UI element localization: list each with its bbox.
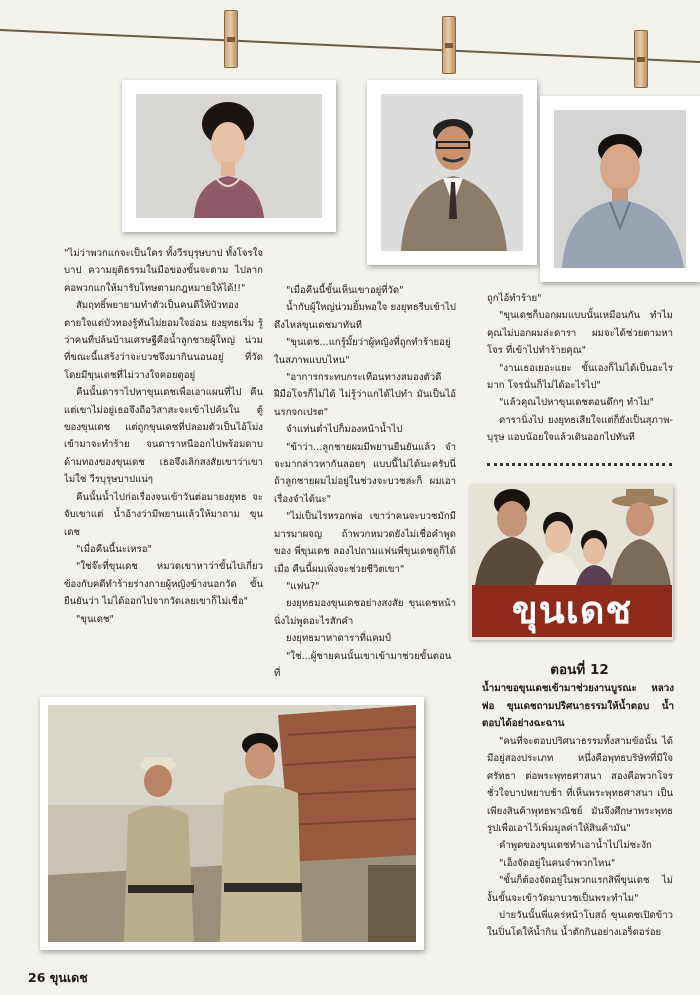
paragraph: "แฟน?" <box>286 580 320 592</box>
clothespin-2 <box>442 16 456 74</box>
paragraph: "แล้วคุณไปหาขุนเดชตอนดึกๆ ทำไม" <box>499 397 655 409</box>
paragraph: "ใช่จ๊ะที่ขุนเดช หมวดเขาหาว่าขั้นไปเกี่ยว ข้องกับคดีทำร้ายร่างกายผู้หญิงข้างนอกวัด ขั้นยืนยันว่า ไม่ได้ออกไปจากวัดเลยเขาก็ไม่เชื่อ" <box>64 561 263 608</box>
drama-poster <box>470 485 673 640</box>
story-column-1 <box>64 245 263 690</box>
cast-photo-actor-glasses <box>367 80 537 265</box>
paragraph: "ข้าว่า...ลูกชายผมมีพยานยืนยันแล้ว จำ จะมากล่าวหากันลอยๆ แบบนี้ไม่ได้นะครับนี่ ถ้าลูกชายผมไม่อยู่ในช่วงจะบวชล่ะก็ ผมเอา เรื่องจำได้นะ" <box>274 441 456 505</box>
paragraph: "อาการกระทบกระเทือนทางสมองตัวดี ฝีมือโจรก็ไม่ได้ ไม่รู้ว่าแกได้ไปทำ มันเป็นไอ้นรกจกเปรต" <box>274 372 456 418</box>
paragraph: "ขุนเดช" <box>76 613 114 625</box>
story-column-3 <box>487 290 673 460</box>
page-folio: 26 ขุนเดช <box>28 970 88 985</box>
paragraph: "ใช่...ผู้ชายคนนั้นเขาเข้ามาช่วยขั้นตอนที่ <box>274 650 452 679</box>
episode-title: ตอนที่ 12 <box>550 662 609 678</box>
paragraph: จำแท่นต่ำไปก็มองหน้าน้ำไป <box>286 424 403 436</box>
paragraph: "ไม่ว่าพวกแกจะเป็นใคร ทั้งวีรบุรุษบาป ทั้งโจรใจบาป ความยุติธรรมในมือของขั้นจะตาม ไปลากคอพวกแกให้มารับโทษตามกฎหมายให้ได้!!" <box>64 248 263 294</box>
paragraph: "ไม่เป็นไรหรอกพ่อ เขาว่าคนจะบวชมักมี มารมาผจญ ถ้าพวกหมวดยังไม่เชื่อคำพูด ของ พี่ขุนเดช ลองไปถามแฟนพี่ขุนเดชดูก็ได้ เมื่อ คืนนี้ผมเพิ่งจะช่วยชีวิตเขา" <box>274 511 456 575</box>
dotted-divider <box>487 463 672 466</box>
paragraph: "ขุนเดชก็บอกผมแบบนั้นเหมือนกัน ทำไม คุณไม่บอกผมล่ะดารา ผมจะได้ช่วยตามหา โจร ที่เข้าไปทำร้ายคุณ" <box>487 310 673 357</box>
cast-photo-actress <box>122 80 336 232</box>
paragraph: "คนที่จะตอบปริศนาธรรมทั้งสามข้อนั้น ได้มีอยู่สองประเภท หนึ่งคือพุทธบริษัทที่มีใจ ศรัทธา ต่อพระพุทธศาสนา สองคือพวกโจร ชั่วใจบาปหยาบช้า ที่เห็นพระพุทธศาสนา เป็น เพียงสินค้าพุทธพาณิชย์ มันจึงศึกษาพระพุทธ รูปเพื่อเอาไว้เพิ่มมูลค่าให้สินค้ามัน" <box>487 736 673 835</box>
paragraph: ยงยุทธมาหาดาราที่แคมป์ <box>286 633 392 645</box>
story-column-2 <box>274 282 456 690</box>
paragraph: บ่ายวันนั้นพี่แคร่หน้าโบสถ์ ขุนเดชเปิดข้าว ในปิ่นโตให้น้ำกิน น้ำตักกินอย่างเอร็ดอร่อย <box>487 910 673 939</box>
clothespin-3 <box>634 30 648 88</box>
clothesline <box>0 24 700 64</box>
paragraph: สัมฤทธิ์พยายามทำตัวเป็นคนดีให้บัวทอง ตายใจแต่บัวทองรู้ทันไม่ยอมใจอ่อน ยงยุทธเริ่ม รู้ว่าคนที่ปล้นบ้านเศรษฐีคือน้ำลูกชายผู้ใหญ่ น่วม ที่ขณะนี้แสร้งว่าจะบวชจึงมากินนอนอยู่ ที่วัด โดยมีขุนเดชที่ไม่วางใจคอยดูอยู่ <box>64 300 263 381</box>
clothespin-1 <box>224 10 238 68</box>
paragraph: คืนนั้นน้ำไปก่อเรื่องจนเข้าวันต่อมายงยุทธ จะจับเขาแต่ น้ำอ้างว่ามีพยานแล้วให้มาถาม ขุนเดช <box>64 491 263 538</box>
paragraph: "ขุนเดช...แกรู้มั้ยว่าผู้หญิงที่ถูกทำร้ายอยู่ ในสภาพแบบไหน" <box>274 337 451 366</box>
paragraph: "ขั้นก็ต้องจัดอยู่ในพวกแรกสิพี่ขุนเดช ไม่ งั้นขั้นจะเข้าวัดมาบวชเป็นพระทำไม" <box>487 875 673 904</box>
paragraph: น้ำกับผู้ใหญ่น่วมยิ้มพอใจ ยงยุทธรีบเข้าไป ดึงไหล่ขุนเดชมาทันที <box>274 302 456 331</box>
poster-title: ขุนเดช <box>472 585 672 637</box>
paragraph: "งานเธอเยอะแยะ ขั้นเองก็ไม่ได้เป็นอะไร มาก โจรนั่นก็ไม่ได้อะไรไป" <box>487 362 673 392</box>
paragraph: ยงยุทธมองขุนเดชอย่างสงสัย ขุนเดชหน้า นิ่งไม่พูดอะไรสักคำ <box>274 598 456 627</box>
paragraph: "เมื่อคืนนี้ขั้นเห็นเขาอยู่ที่วัด" <box>286 285 404 296</box>
paragraph: "เอ็งจัดอยู่ในคนจำพวกไหน" <box>499 857 616 869</box>
cast-photo-lead-actor <box>540 96 700 282</box>
story-column-4 <box>487 733 673 973</box>
paragraph: ถูกไอ้ทำร้าย" <box>487 293 542 304</box>
paragraph: คืนนั้นดาราไปหาขุนเดชเพื่อเอาแผนที่ไป คืน แต่เขาไม่อยู่เธอจึงถือวิสาสะจะเข้าไปค้นใน ตู้ของขุนเดช แต่ถูกขุนเดชที่ปลอมตัวเป็นไอ้โม่ง เข้ามาจะทำร้าย จนดาราหนีออกไปพร้อมดาบ ด้ามทองของขุนเดช เธอจึงเลิกสงสัยเขาว่าเขาไม่ใช่ วีรบุรุษบาปแน่ๆ <box>64 387 263 486</box>
paragraph: "เมื่อคืนนี้นะเหรอ" <box>76 543 152 555</box>
episode-summary: น้ำมาขอขุนเดชเข้ามาช่วยงานบูรณะ หลวงพ่อ ขุนเดชถามปริศนาธรรมให้น้ำตอบ น้ำตอบได้อย่างฉะฉาน <box>482 683 674 730</box>
paragraph: ดารานิ่งไป ยงยุทธเสียใจแต่ก็ยังเป็นสุภาพ- บุรุษ แอบน้อยใจแล้วเดินออกไปทันที <box>487 414 673 444</box>
paragraph: คำพูดของขุนเดชทำเอาน้ำไปไม่ชะงัก <box>499 840 652 852</box>
scene-photo-police <box>40 697 424 950</box>
